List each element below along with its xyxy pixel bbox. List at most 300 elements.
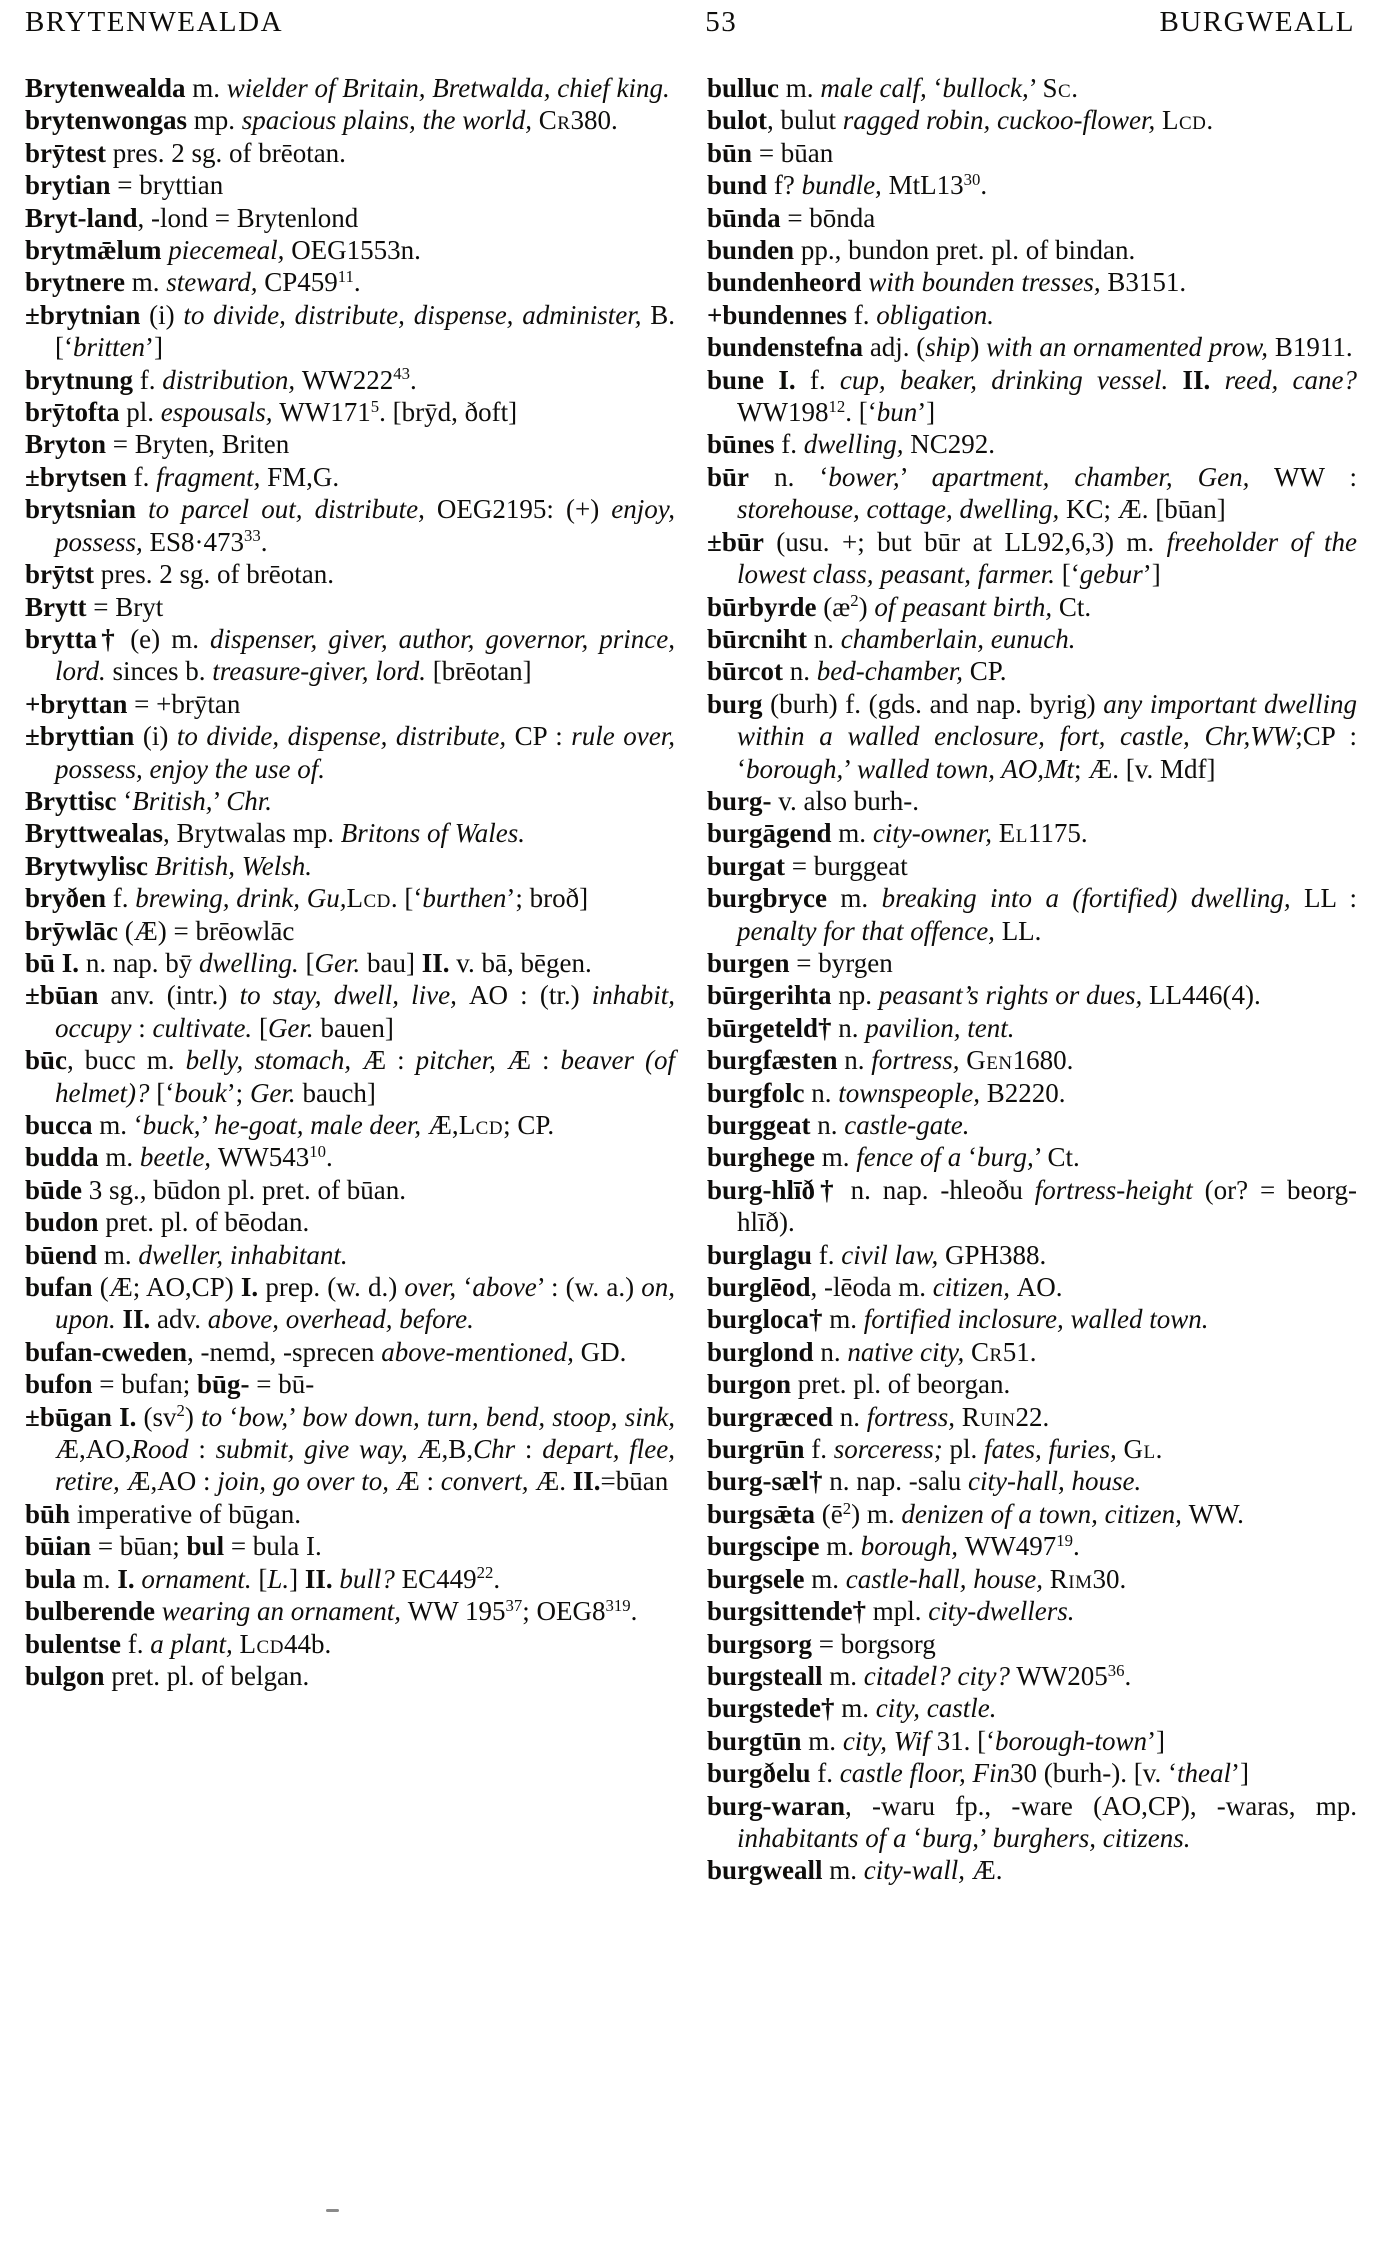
entry-text: fortress-height bbox=[1034, 1174, 1193, 1205]
entry-text: Æ. bbox=[971, 1855, 1003, 1886]
entry-text: v. also burh-. bbox=[771, 785, 919, 816]
entry-text: to parcel out, distribute, bbox=[148, 494, 437, 525]
dictionary-entry bbox=[707, 1660, 1357, 1692]
entry-text: : bbox=[515, 1434, 543, 1465]
dictionary-entry bbox=[25, 428, 675, 460]
dictionary-entry bbox=[707, 72, 1357, 104]
entry-text: prep. (w. d.) bbox=[258, 1272, 405, 1303]
entry-text: reed, cane? bbox=[1224, 364, 1358, 395]
headword: brytmǣlum bbox=[25, 235, 162, 266]
dictionary-entry bbox=[25, 915, 675, 947]
entry-text: adj. ( bbox=[863, 332, 926, 363]
dictionary-entry bbox=[707, 1077, 1357, 1109]
entry-text: II. bbox=[572, 1466, 601, 1497]
entry-text: : bbox=[131, 1012, 153, 1043]
headword: bulberende bbox=[25, 1596, 156, 1627]
headword: burgbryce bbox=[707, 883, 827, 914]
entry-text: British, bbox=[132, 785, 213, 816]
entry-text: cultivate. bbox=[152, 1012, 253, 1043]
entry-text: native city, bbox=[847, 1336, 972, 1367]
entry-text: m. bbox=[779, 73, 821, 103]
entry-text: B3151. bbox=[1107, 267, 1187, 298]
headword: būend bbox=[25, 1239, 98, 1270]
entry-text: on, upon. bbox=[55, 1272, 675, 1335]
entry-text: mpl. bbox=[866, 1596, 929, 1627]
entry-text: bed-chamber, bbox=[816, 656, 970, 687]
headword: būnes bbox=[707, 429, 775, 460]
entry-text: = bufan; bbox=[92, 1369, 198, 1400]
entry-text: penalty for that offence, bbox=[737, 915, 1002, 946]
headword: burgen bbox=[707, 947, 790, 978]
headword: burgsorg bbox=[707, 1628, 813, 1659]
entry-text: 44b. bbox=[283, 1628, 332, 1659]
entry-text: n. bbox=[810, 1110, 845, 1140]
entry-text: ‘ bbox=[926, 73, 943, 103]
entry-text: bow down, turn, bend, stoop, sink, bbox=[302, 1401, 675, 1432]
entry-text: ) m. bbox=[851, 1498, 902, 1529]
entry-text: castle-gate. bbox=[844, 1110, 970, 1140]
dictionary-entry bbox=[25, 817, 675, 849]
left-column bbox=[25, 72, 675, 1887]
entry-text: : bbox=[188, 1434, 216, 1465]
entry-text: [‘ bbox=[1055, 559, 1080, 590]
entry-text: AO : (tr.) bbox=[469, 980, 592, 1011]
headword: būnda bbox=[707, 202, 781, 233]
entry-text: WW171 bbox=[279, 397, 371, 428]
dictionary-entry bbox=[707, 202, 1357, 234]
entry-text: Lcd bbox=[346, 883, 391, 914]
headword: burgsteall bbox=[707, 1660, 823, 1691]
running-head bbox=[25, 6, 1355, 39]
dictionary-entry bbox=[707, 1109, 1357, 1141]
entry-text: piecemeal, bbox=[168, 235, 292, 266]
headword: burgrūn bbox=[707, 1434, 805, 1465]
entry-text: n. bbox=[813, 1336, 848, 1367]
entry-text: ‘ bbox=[116, 785, 133, 816]
entry-text: . bbox=[1124, 1660, 1132, 1691]
dictionary-entry bbox=[707, 1725, 1357, 1757]
entry-text: CP : bbox=[514, 721, 572, 752]
entry-text: bullock, bbox=[942, 73, 1029, 103]
entry-text: treasure-giver, lord. bbox=[212, 656, 426, 687]
dictionary-entry bbox=[707, 1563, 1357, 1595]
entry-text: n. bbox=[783, 656, 817, 687]
entry-text: castle floor, Fin bbox=[839, 1758, 1011, 1789]
entry-text: ’] bbox=[1142, 559, 1161, 590]
entry-text: above bbox=[472, 1272, 537, 1303]
entry-text: n. nap. -salu bbox=[822, 1466, 968, 1497]
entry-text: m. bbox=[831, 818, 873, 849]
dictionary-entry bbox=[25, 1563, 675, 1595]
entry-text: cup, beaker, drinking vessel. bbox=[839, 364, 1169, 395]
entry-text: v. bā, bēgen. bbox=[449, 947, 592, 978]
dictionary-entry bbox=[707, 591, 1357, 623]
entry-text: (burh) f. (gds. and nap. byrig) bbox=[762, 688, 1104, 719]
entry-text: ‘ bbox=[456, 1272, 473, 1303]
entry-text: 319 bbox=[605, 1595, 631, 1615]
headword: bundenheord bbox=[707, 267, 862, 298]
headword: brytsnian bbox=[25, 494, 137, 525]
entry-text: denizen of a town, citizen, bbox=[901, 1498, 1189, 1529]
entry-text: GD. bbox=[580, 1336, 627, 1367]
dictionary-entry bbox=[707, 623, 1357, 655]
entry-text: fates, furies, bbox=[984, 1434, 1124, 1465]
headword: bū bbox=[25, 947, 56, 978]
entry-text bbox=[112, 1402, 119, 1432]
entry-text: ; CP. bbox=[503, 1110, 555, 1140]
headword: būrcniht bbox=[707, 623, 808, 654]
entry-text: Æ : bbox=[362, 1045, 416, 1076]
entry-text: AO. bbox=[1016, 1272, 1063, 1303]
headword: burg-sæl† bbox=[707, 1466, 823, 1497]
entry-text: ’ bbox=[212, 785, 227, 816]
entry-text: ’] bbox=[1230, 1758, 1249, 1789]
text-block bbox=[25, 72, 1357, 1887]
entry-text: [ bbox=[298, 947, 315, 978]
entry-text: pl. bbox=[119, 397, 161, 428]
headword: budda bbox=[25, 1142, 99, 1173]
entry-text: Britons of Wales. bbox=[340, 818, 525, 849]
dictionary-entry bbox=[25, 785, 675, 817]
entry-text: chamberlain, eunuch. bbox=[840, 623, 1076, 654]
dictionary-entry bbox=[707, 817, 1357, 849]
dictionary-entry bbox=[25, 1660, 675, 1692]
entry-text: dwelling. bbox=[199, 947, 299, 978]
entry-text: ’] bbox=[917, 397, 936, 428]
headword: būian bbox=[25, 1531, 92, 1562]
entry-text: f. bbox=[106, 883, 136, 914]
entry-text: n. bbox=[837, 1045, 872, 1076]
entry-text: Æ. bbox=[535, 1466, 573, 1497]
dictionary-entry bbox=[25, 1530, 675, 1562]
dictionary-entry bbox=[25, 1628, 675, 1660]
entry-text: f. bbox=[810, 1758, 840, 1789]
dictionary-entry bbox=[25, 591, 675, 623]
entry-text: bau] bbox=[360, 947, 422, 978]
entry-text: Chr bbox=[473, 1434, 516, 1465]
dictionary-entry bbox=[707, 331, 1357, 363]
entry-text: [ bbox=[251, 1563, 268, 1594]
entry-text: WW497 bbox=[964, 1531, 1057, 1562]
dictionary-entry bbox=[25, 1044, 675, 1109]
entry-text: I. bbox=[778, 364, 796, 395]
headword: brytnere bbox=[25, 267, 125, 298]
dictionary-entry bbox=[25, 169, 675, 201]
entry-text: ‘ bbox=[906, 1822, 923, 1853]
entry-text: with an ornamented prow, bbox=[986, 332, 1275, 363]
entry-text: Gu, bbox=[306, 883, 347, 914]
headword: ±būgan bbox=[25, 1401, 112, 1432]
dictionary-entry bbox=[707, 1498, 1357, 1530]
entry-text: n. nap. bȳ bbox=[79, 947, 200, 978]
entry-text: gebur bbox=[1079, 559, 1143, 590]
headword: ±būan bbox=[25, 980, 99, 1011]
entry-text: f. bbox=[126, 461, 157, 492]
entry-text: , -nemd, -sprecen bbox=[187, 1336, 382, 1367]
entry-text: WW. bbox=[1188, 1498, 1244, 1529]
entry-text: obligation. bbox=[876, 299, 994, 330]
entry-text: . bbox=[1071, 73, 1078, 103]
dictionary-entry bbox=[25, 558, 675, 590]
headword: brytnung bbox=[25, 364, 134, 395]
entry-text: = bryttian bbox=[110, 170, 224, 201]
entry-text: ’ bbox=[979, 1822, 993, 1853]
entry-text: ’] bbox=[144, 332, 163, 363]
entry-text: n. bbox=[832, 1401, 867, 1432]
entry-text: Rim bbox=[1049, 1563, 1093, 1594]
entry-text: ’ : (w. a.) bbox=[536, 1272, 642, 1303]
headword: burgfæsten bbox=[707, 1045, 838, 1076]
entry-text: f. bbox=[846, 299, 877, 330]
entry-text: beetle, bbox=[139, 1142, 218, 1173]
dictionary-entry bbox=[25, 688, 675, 720]
entry-text: Ger. bbox=[249, 1077, 296, 1108]
headword: burglagu bbox=[707, 1239, 813, 1270]
entry-text: ;CP : ‘ bbox=[737, 721, 1358, 784]
entry-text: MtL13 bbox=[888, 170, 964, 201]
dictionary-entry bbox=[25, 72, 675, 104]
entry-text: walled town, AO,Mt bbox=[857, 753, 1075, 784]
headword: bundenstefna bbox=[707, 332, 864, 363]
entry-text: pres. 2 sg. of brēotan. bbox=[94, 559, 334, 590]
entry-text: n. bbox=[804, 1077, 839, 1108]
entry-text bbox=[116, 1304, 123, 1334]
entry-text: = borgsorg bbox=[812, 1628, 936, 1659]
headword: bulgon bbox=[25, 1660, 105, 1691]
entry-text: 5 bbox=[370, 396, 380, 416]
entry-text: burghers, citizens. bbox=[992, 1822, 1191, 1853]
dictionary-entry bbox=[707, 1790, 1357, 1855]
entry-text: depart, flee, retire, bbox=[55, 1434, 676, 1497]
headword: Bryttwealas bbox=[25, 818, 163, 849]
entry-text: 37 bbox=[505, 1595, 523, 1615]
headword: būr bbox=[707, 461, 750, 492]
entry-text: WW : bbox=[1249, 461, 1357, 492]
entry-text: WW205 bbox=[1009, 1660, 1108, 1691]
headword: Bryton bbox=[25, 429, 106, 460]
dictionary-entry bbox=[707, 526, 1357, 591]
headword: brȳtofta bbox=[25, 397, 120, 428]
dictionary-entry bbox=[25, 882, 675, 914]
entry-text: ornament. bbox=[141, 1563, 252, 1594]
entry-text: pitcher, bbox=[415, 1045, 507, 1076]
entry-text: ) bbox=[858, 591, 875, 622]
entry-text: ‘ bbox=[961, 1142, 977, 1173]
entry-text: (æ bbox=[816, 591, 851, 622]
entry-text: bow, bbox=[238, 1401, 289, 1432]
entry-text: ragged robin, cuckoo-flower, bbox=[842, 105, 1162, 136]
entry-text: inhabit, occupy bbox=[55, 980, 676, 1043]
entry-text: Cr bbox=[971, 1336, 1003, 1367]
headword: bune bbox=[707, 364, 765, 395]
headword: burgstede† bbox=[707, 1693, 835, 1724]
headword: Bryt-land bbox=[25, 202, 138, 233]
entry-text: I. bbox=[117, 1563, 135, 1594]
dictionary-entry bbox=[707, 1368, 1357, 1400]
entry-text: = bū- bbox=[249, 1369, 315, 1400]
headword: burgsǣta bbox=[707, 1498, 816, 1529]
entry-text: submit, give way, bbox=[215, 1434, 418, 1465]
dictionary-entry bbox=[25, 979, 675, 1044]
dictionary-entry bbox=[25, 234, 675, 266]
dictionary-entry bbox=[25, 720, 675, 785]
dictionary-entry bbox=[707, 1530, 1357, 1562]
entry-text: =būan bbox=[600, 1466, 669, 1497]
entry-text: . bbox=[980, 170, 988, 201]
entry-text: (usu. +; but būr at LL92,6,3) m. bbox=[763, 526, 1167, 557]
entry-text: a plant, bbox=[150, 1628, 240, 1659]
entry-text: KC; Æ. [būan] bbox=[1065, 494, 1226, 525]
entry-text: . bbox=[1073, 1531, 1080, 1562]
entry-text: I. bbox=[240, 1272, 259, 1303]
headword: būrbyrde bbox=[707, 591, 817, 622]
entry-text: ) bbox=[184, 1401, 202, 1432]
headword: bufon bbox=[25, 1369, 93, 1400]
dictionary-entry bbox=[707, 104, 1357, 136]
entry-text: ’ bbox=[843, 753, 858, 784]
entry-text: 10 bbox=[309, 1142, 327, 1162]
dictionary-entry bbox=[25, 1141, 675, 1173]
entry-text: Sc bbox=[1042, 73, 1072, 103]
entry-text: I. bbox=[119, 1401, 137, 1432]
entry-text: = byrgen bbox=[789, 947, 893, 978]
entry-text: (i) bbox=[140, 299, 184, 330]
entry-text: britten bbox=[72, 332, 145, 363]
entry-text bbox=[764, 365, 778, 395]
entry-text: II. bbox=[1182, 364, 1211, 395]
entry-text: (Æ; AO,CP) bbox=[92, 1272, 241, 1303]
headword: burgsittende† bbox=[707, 1596, 867, 1627]
entry-text: . bbox=[260, 526, 268, 557]
entry-text: to stay, dwell, live, bbox=[239, 980, 469, 1011]
entry-text: B2220. bbox=[986, 1077, 1066, 1108]
headword: burglond bbox=[707, 1336, 814, 1367]
entry-text: 22 bbox=[476, 1563, 494, 1583]
entry-text: ’; bbox=[226, 1077, 250, 1108]
entry-text: [‘ bbox=[149, 1077, 175, 1108]
entry-text: = bōnda bbox=[780, 202, 876, 233]
entry-text: 22. bbox=[1015, 1401, 1050, 1432]
entry-text: LL : bbox=[1304, 883, 1357, 914]
entry-text: city, Wif bbox=[842, 1725, 930, 1756]
dictionary-entry bbox=[25, 1239, 675, 1271]
entry-text: pret. pl. of beorgan. bbox=[791, 1369, 1011, 1400]
headword: burghege bbox=[707, 1142, 815, 1173]
entry-text: fortress, bbox=[871, 1045, 967, 1076]
dictionary-entry bbox=[25, 1401, 675, 1498]
dictionary-entry bbox=[707, 1239, 1357, 1271]
entry-text: . bbox=[493, 1563, 501, 1594]
entry-text: . bbox=[326, 1142, 333, 1173]
entry-text: townspeople, bbox=[838, 1077, 987, 1108]
entry-text: . bbox=[630, 1596, 638, 1627]
entry-text: distribution, bbox=[162, 364, 302, 395]
headword: burg bbox=[707, 688, 763, 719]
entry-text: CP459 bbox=[264, 267, 338, 298]
entry-text: . [‘ bbox=[390, 883, 423, 914]
entry-text: 2 bbox=[842, 1498, 852, 1518]
headword: bucca bbox=[25, 1110, 93, 1140]
entry-text: he-goat, male deer, bbox=[214, 1110, 428, 1140]
entry-text: Æ,AO : bbox=[126, 1466, 218, 1497]
dictionary-entry bbox=[707, 169, 1357, 201]
headword: ±brytsen bbox=[25, 461, 127, 492]
entry-text bbox=[1168, 365, 1182, 395]
entry-text: = burggeat bbox=[785, 850, 908, 881]
entry-text: ’] bbox=[1147, 1725, 1166, 1756]
headword: bryðen bbox=[25, 883, 106, 914]
entry-text: over, bbox=[404, 1272, 457, 1303]
entry-text: (ē bbox=[815, 1498, 843, 1529]
entry-text: , -waru fp., -ware (AO,CP), -waras, mp. bbox=[845, 1790, 1357, 1821]
entry-text: = Bryten, Briten bbox=[106, 429, 290, 460]
entry-text: pavilion, tent. bbox=[865, 1012, 1015, 1043]
dictionary-entry bbox=[707, 1465, 1357, 1497]
headword: ±brytnian bbox=[25, 299, 141, 330]
entry-text: pret. pl. of bēodan. bbox=[98, 1207, 310, 1238]
headword: burgræced bbox=[707, 1401, 833, 1432]
entry-text: bauen] bbox=[313, 1012, 394, 1043]
dictionary-entry bbox=[707, 1044, 1357, 1076]
entry-text: dwelling, bbox=[803, 429, 911, 460]
entry-text: ’ Ct. bbox=[1033, 1142, 1080, 1173]
headword: būrcot bbox=[707, 656, 784, 687]
headword: bulluc bbox=[707, 73, 780, 103]
entry-text: fence of a bbox=[856, 1142, 962, 1173]
entry-text: f. bbox=[812, 1239, 842, 1270]
entry-text: Æ : bbox=[506, 1045, 561, 1076]
dictionary-entry bbox=[707, 688, 1357, 785]
headword: burgðelu bbox=[707, 1758, 811, 1789]
entry-text: ; Æ. [v. Mdf] bbox=[1074, 753, 1216, 784]
headword: burgon bbox=[707, 1369, 792, 1400]
entry-text: castle-hall, house, bbox=[845, 1563, 1050, 1594]
entry-text: above, overhead, before. bbox=[207, 1304, 474, 1335]
entry-text: male calf, bbox=[820, 73, 927, 103]
entry-text: m. bbox=[822, 1304, 864, 1335]
dictionary-entry bbox=[707, 1628, 1357, 1660]
dictionary-entry bbox=[25, 1109, 675, 1141]
entry-text: inhabitants of a bbox=[737, 1822, 907, 1853]
entry-text: ’ bbox=[200, 1110, 215, 1140]
entry-text bbox=[55, 948, 62, 978]
entry-text: Ger. bbox=[314, 947, 361, 978]
entry-text: city-owner, bbox=[872, 818, 999, 849]
headword: būc bbox=[25, 1045, 68, 1076]
entry-text: citadel? city? bbox=[863, 1660, 1010, 1691]
entry-text: būg- bbox=[197, 1369, 250, 1400]
entry-text: 30 bbox=[963, 170, 981, 190]
entry-text: m. bbox=[801, 1725, 843, 1756]
entry-text: burg, bbox=[976, 1142, 1034, 1173]
entry-text: fortified inclosure, walled town. bbox=[863, 1304, 1209, 1335]
entry-text: pres. 2 sg. of brēotan. bbox=[105, 137, 346, 168]
entry-text: Rood bbox=[131, 1434, 189, 1465]
entry-text: f. bbox=[121, 1628, 151, 1659]
entry-text: bun bbox=[876, 397, 918, 428]
entry-text: II. bbox=[304, 1563, 333, 1594]
headword: +bundennes bbox=[707, 299, 847, 330]
headword: Brytt bbox=[25, 591, 87, 622]
entry-text: OEG2195: (+) bbox=[436, 494, 612, 525]
headword: būrgeteld† bbox=[707, 1012, 832, 1043]
entry-text: 36 bbox=[1107, 1660, 1125, 1680]
dictionary-entry bbox=[707, 1692, 1357, 1724]
dictionary-entry bbox=[707, 979, 1357, 1011]
entry-text: Chr. bbox=[226, 785, 273, 816]
entry-text: pret. pl. of belgan. bbox=[104, 1660, 310, 1691]
headword: burgāgend bbox=[707, 818, 832, 849]
